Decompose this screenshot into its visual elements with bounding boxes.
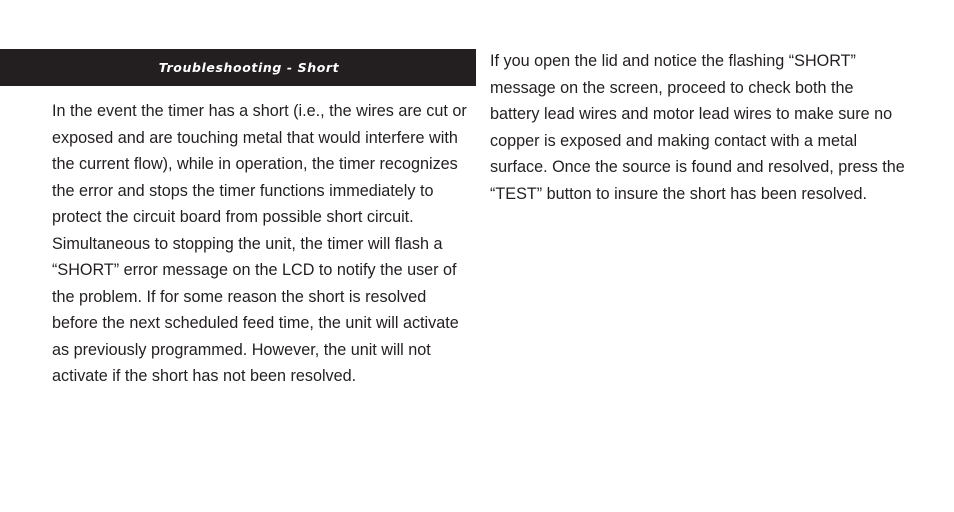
right-column-paragraph: If you open the lid and notice the flashing “SHORT” message on the screen, proceed to check both the battery lead wires and motor lead wires to make sure no copper is exposed and making contact with a metal surface. Once the source is found and resolved, press the “TEST” button to insure the short has been resolved. (490, 52, 905, 203)
section-header-bar (0, 49, 476, 86)
section-title: Troubleshooting - Short (158, 60, 340, 75)
left-column-paragraph: In the event the timer has a short (i.e., the wires are cut or exposed and are touching metal that would interfere with the current flow), while in operation, the timer recognizes the error and stops the timer functions immediately to protect the circuit board from possible short circuit. Simultaneous to stopping the unit, the timer will flash a “SHORT” error message on the LCD to notify the user of the problem. If for some reason the short is resolved before the next scheduled feed time, the unit will activate as previously programmed. However, the unit will not activate if the short has not been resolved. (52, 102, 467, 385)
